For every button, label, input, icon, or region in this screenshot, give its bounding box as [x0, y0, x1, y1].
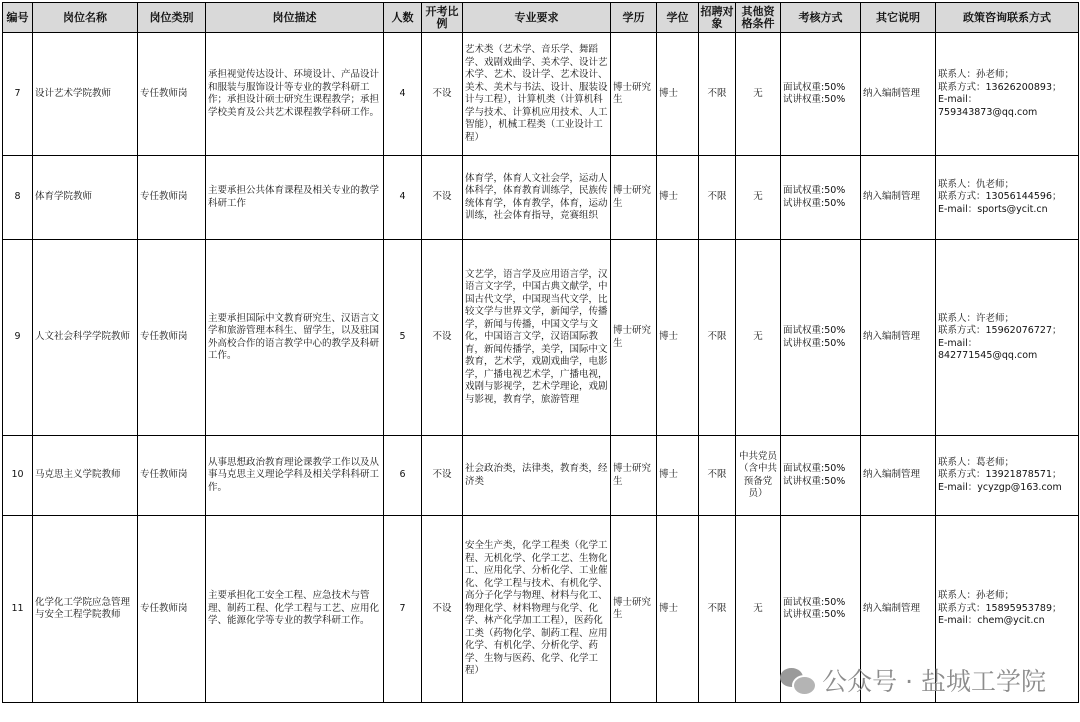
- row-target: 不限: [699, 156, 736, 240]
- row-position-name: 马克思主义学院教师: [33, 436, 138, 516]
- row-id: 11: [3, 516, 33, 703]
- table-row: [3, 240, 1079, 436]
- row-exam-ratio: 不设: [422, 436, 463, 516]
- row-other-requirements: 无: [736, 33, 781, 156]
- row-assessment: 面试权重:50% 试讲权重:50%: [781, 436, 861, 516]
- watermark-text: 公众号 · 盐城工学院: [822, 667, 1046, 696]
- row-target: 不限: [699, 516, 736, 703]
- header-notes: 其它说明: [861, 3, 936, 33]
- recruitment-table: [2, 2, 1079, 703]
- row-notes: 纳入编制管理: [861, 240, 936, 436]
- row-position-name: 体育学院教师: [33, 156, 138, 240]
- row-degree: 博士: [657, 156, 699, 240]
- row-target: 不限: [699, 240, 736, 436]
- row-notes: 纳入编制管理: [861, 516, 936, 703]
- row-exam-ratio: 不设: [422, 33, 463, 156]
- row-education: 博士研究生: [611, 240, 657, 436]
- header-position-description: 岗位描述: [206, 3, 384, 33]
- row-position-category: 专任教师岗: [138, 516, 206, 703]
- wechat-watermark: [780, 662, 1046, 698]
- row-id: 10: [3, 436, 33, 516]
- row-other-requirements: 无: [736, 240, 781, 436]
- row-id: 9: [3, 240, 33, 436]
- row-contact: 联系人：孙老师； 联系方式：15895953789； E-mail：chem@ycit.cn: [936, 516, 1079, 703]
- row-contact: 联系人：许老师； 联系方式：15962076727； E-mail：842771545@qq.com: [936, 240, 1079, 436]
- row-exam-ratio: 不设: [422, 516, 463, 703]
- row-major-requirements: 社会政治类，法律类，教育类，经济类: [463, 436, 611, 516]
- header-assessment: 考核方式: [781, 3, 861, 33]
- row-description: 主要承担国际中文教育研究生、汉语言文学和旅游管理本科生、留学生，以及驻国外高校合作的语言教学中心的教学及科研工作。: [206, 240, 384, 436]
- header-position-category: 岗位类别: [138, 3, 206, 33]
- row-count: 5: [384, 240, 422, 436]
- row-id: 7: [3, 33, 33, 156]
- row-position-category: 专任教师岗: [138, 156, 206, 240]
- row-other-requirements: 无: [736, 516, 781, 703]
- row-major-requirements: 安全生产类，化学工程类（化学工程、无机化学、化学工艺、生物化工、应用化学、分析化学、工业催化、化学工程与技术、有机化学、高分子化学与物理、材料与化工、物理化学、材料物理与化学、化学、林产化学加工工程），医药化工类（药物化学、制药工程、应用化学、有机化学、分析化学、药学、生物与医药、化学、化学工程）: [463, 516, 611, 703]
- row-exam-ratio: 不设: [422, 240, 463, 436]
- header-contact: 政策咨询联系方式: [936, 3, 1079, 33]
- table-row: [3, 436, 1079, 516]
- row-education: 博士研究生: [611, 436, 657, 516]
- table-row: [3, 33, 1079, 156]
- row-count: 7: [384, 516, 422, 703]
- row-notes: 纳入编制管理: [861, 156, 936, 240]
- row-education: 博士研究生: [611, 33, 657, 156]
- row-other-requirements: 中共党员（含中共预备党员）: [736, 436, 781, 516]
- header-degree: 学位: [657, 3, 699, 33]
- row-exam-ratio: 不设: [422, 156, 463, 240]
- row-description: 承担视觉传达设计、环境设计、产品设计和服装与服饰设计等专业的教学科研工作；承担设计硕士研究生课程教学；承担学校美育及公共艺术课程教学科研工作。: [206, 33, 384, 156]
- row-contact: 联系人：葛老师； 联系方式：13921878571； E-mail：ycyzgp@163.com: [936, 436, 1079, 516]
- header-major-requirements: 专业要求: [463, 3, 611, 33]
- header-target: 招聘对象: [699, 3, 736, 33]
- row-position-name: 化学化工学院应急管理与安全工程学院教师: [33, 516, 138, 703]
- row-target: 不限: [699, 33, 736, 156]
- header-row: [3, 3, 1079, 33]
- row-education: 博士研究生: [611, 516, 657, 703]
- row-position-name: 设计艺术学院教师: [33, 33, 138, 156]
- row-contact: 联系人：孙老师； 联系方式：13626200893； E-mail：759343873@qq.com: [936, 33, 1079, 156]
- header-exam-ratio: 开考比例: [422, 3, 463, 33]
- row-major-requirements: 艺术类（艺术学、音乐学、舞蹈学、戏剧戏曲学、美术学、设计艺术学、艺术、设计学、艺术设计、美术、美术与书法、设计、服装设计与工程），计算机类（计算机科学与技术、计算机应用技术、人工智能），机械工程类（工业设计工程）: [463, 33, 611, 156]
- row-notes: 纳入编制管理: [861, 33, 936, 156]
- row-notes: 纳入编制管理: [861, 436, 936, 516]
- row-education: 博士研究生: [611, 156, 657, 240]
- row-id: 8: [3, 156, 33, 240]
- row-target: 不限: [699, 436, 736, 516]
- header-id: 编号: [3, 3, 33, 33]
- row-assessment: 面试权重:50% 试讲权重:50%: [781, 516, 861, 703]
- row-degree: 博士: [657, 33, 699, 156]
- header-count: 人数: [384, 3, 422, 33]
- row-count: 4: [384, 156, 422, 240]
- row-description: 主要承担化工安全工程、应急技术与管理、制药工程、化学工程与工艺、应用化学、能源化学等专业的教学科研工作。: [206, 516, 384, 703]
- table-row: [3, 156, 1079, 240]
- row-major-requirements: 体育学，体育人文社会学，运动人体科学，体育教育训练学，民族传统体育学，体育教学，体育，运动训练，社会体育指导，竞赛组织: [463, 156, 611, 240]
- row-position-name: 人文社会科学学院教师: [33, 240, 138, 436]
- row-major-requirements: 文艺学，语言学及应用语言学，汉语言文字学，中国古典文献学，中国古代文学，中国现当代文学，比较文学与世界文学，新闻学，传播学，新闻与传播，中国文学与文化，中国语言文学，汉语国际教育，新闻传播学，美学，国际中文教育，艺术学，戏剧戏曲学，电影学，广播电视艺术学，广播电视，戏剧与影视学，艺术学理论，戏剧与影视，教育学，旅游管理: [463, 240, 611, 436]
- row-degree: 博士: [657, 436, 699, 516]
- row-description: 从事思想政治教育理论课教学工作以及从事马克思主义理论学科及相关学科科研工作。: [206, 436, 384, 516]
- row-degree: 博士: [657, 240, 699, 436]
- header-other-requirements: 其他资格条件: [736, 3, 781, 33]
- row-count: 4: [384, 33, 422, 156]
- header-education: 学历: [611, 3, 657, 33]
- row-other-requirements: 无: [736, 156, 781, 240]
- row-assessment: 面试权重:50% 试讲权重:50%: [781, 156, 861, 240]
- row-description: 主要承担公共体育课程及相关专业的教学科研工作: [206, 156, 384, 240]
- row-assessment: 面试权重:50% 试讲权重:50%: [781, 240, 861, 436]
- row-count: 6: [384, 436, 422, 516]
- row-position-category: 专任教师岗: [138, 436, 206, 516]
- row-position-category: 专任教师岗: [138, 240, 206, 436]
- header-position-name: 岗位名称: [33, 3, 138, 33]
- wechat-icon: [780, 665, 814, 695]
- row-degree: 博士: [657, 516, 699, 703]
- row-contact: 联系人：仇老师； 联系方式：13056144596； E-mail：sports@ycit.cn: [936, 156, 1079, 240]
- row-position-category: 专任教师岗: [138, 33, 206, 156]
- row-assessment: 面试权重:50% 试讲权重:50%: [781, 33, 861, 156]
